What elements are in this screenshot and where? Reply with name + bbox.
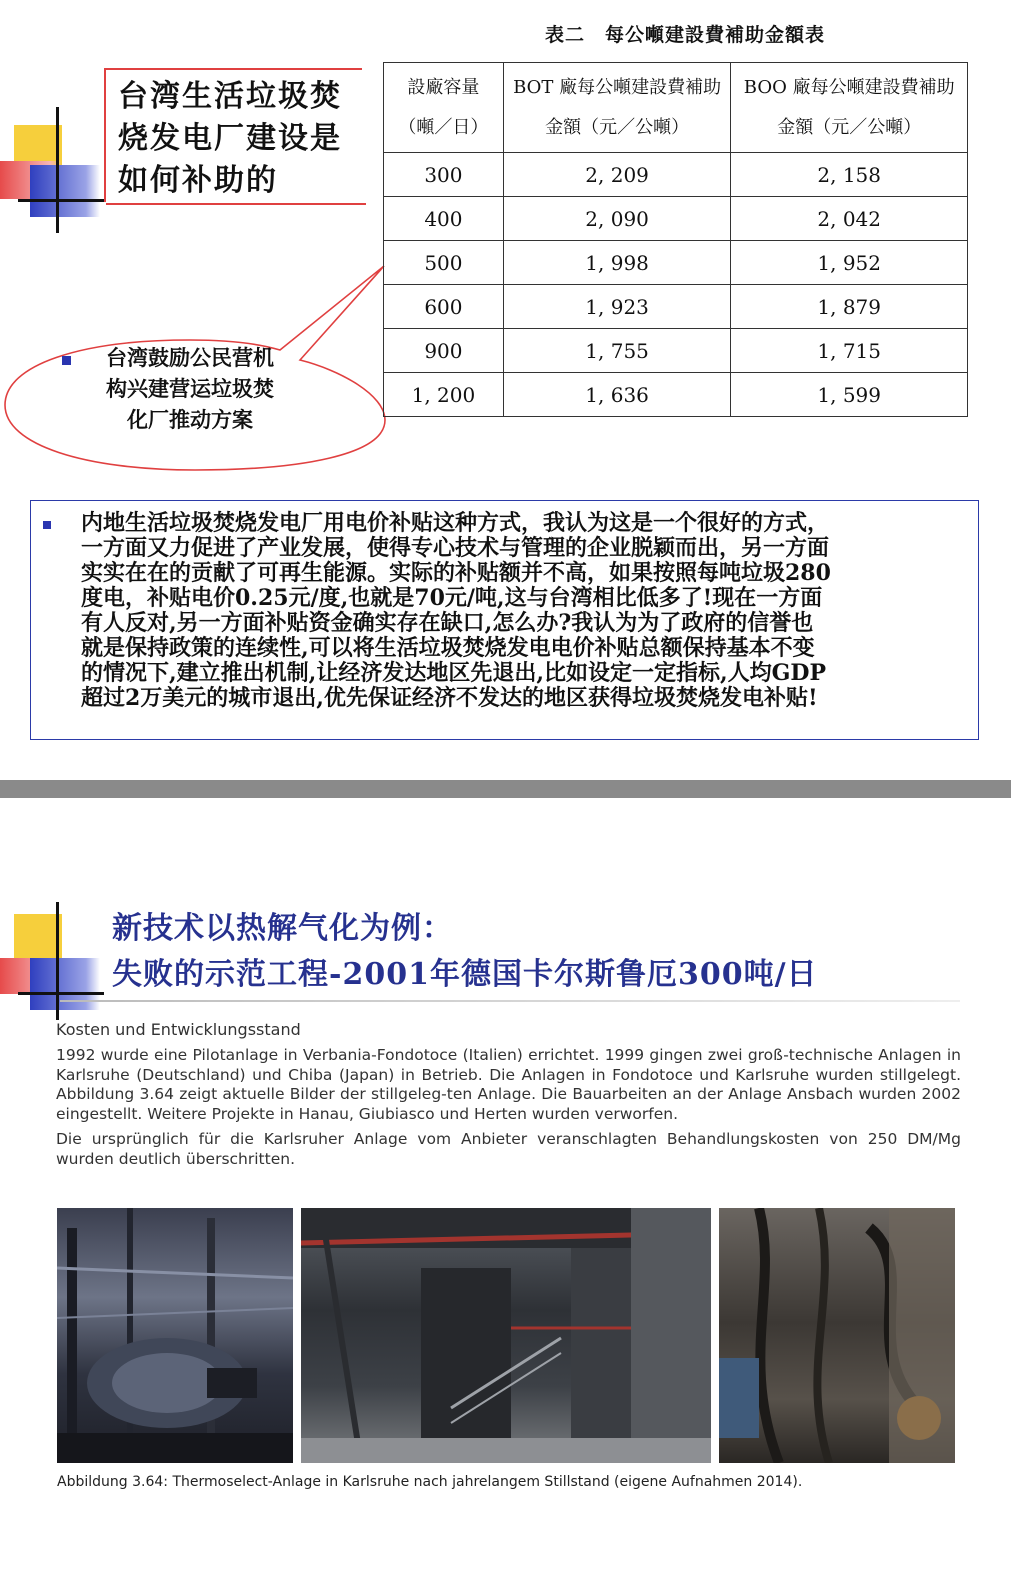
table-caption: 表二 每公噸建設費補助金額表 — [545, 24, 826, 46]
excerpt-heading: Kosten und Entwicklungsstand — [56, 1020, 301, 1039]
table-row — [384, 241, 968, 285]
table-cell: 1, 923 — [503, 285, 731, 329]
bubble-line: 台湾鼓励公民营机 — [106, 345, 274, 370]
slide-taiwan-subsidy — [0, 0, 1011, 780]
header-capacity: 設廠容量 （噸／日） — [384, 63, 504, 153]
excerpt-paragraph: 1992 wurde eine Pilotanlage in Verbania-Fondotoce (Italien) errichtet. 1999 gingen zwei groß-technische Anlagen in Karlsruhe (Deutschland) und Chiba (Japan) in Betrieb. Die Anlagen in Fondotoce und Karlsruhe wurden stillgelegt. Abbildung 3.64 zeigt aktuelle Bilder der stillgeleg-ten Anlage. Die Bauarbeiten an der Anlage Ansbach wurden 2002 eingestellt. Weitere Projekte in Hanau, Giubiasco und Herten wurden verworfen. — [56, 1046, 961, 1123]
plant-photo — [57, 1208, 293, 1463]
title-line: 新技术以热解气化为例： — [112, 911, 453, 946]
corner-decoration — [0, 95, 110, 235]
table-cell: 2, 090 — [503, 197, 731, 241]
german-excerpt — [56, 1020, 961, 1175]
table-cell: 1, 200 — [384, 373, 504, 417]
bullet-icon — [43, 521, 51, 529]
bubble-line: 化厂推动方案 — [127, 407, 253, 432]
table-cell: 400 — [384, 197, 504, 241]
opinion-box — [30, 500, 979, 740]
table-cell: 1, 636 — [503, 373, 731, 417]
title-box — [104, 68, 362, 202]
table-cell: 500 — [384, 241, 504, 285]
table-cell: 600 — [384, 285, 504, 329]
table-cell: 900 — [384, 329, 504, 373]
opinion-line: 有人反对,另一方面补贴资金确实存在缺口,怎么办?我认为为了政府的信誉也 — [81, 610, 814, 636]
opinion-line: 度电，补贴电价0.25元/度,也就是70元/吨,这与台湾相比低多了!现在一方面 — [81, 585, 823, 611]
photo-strip — [57, 1208, 955, 1463]
table-cell: 2, 158 — [731, 153, 968, 197]
header-bot: BOT 廠每公噸建設費補助 金額（元／公噸） — [503, 63, 731, 153]
bubble-line: 构兴建营运垃圾焚 — [106, 376, 274, 401]
opinion-text — [81, 511, 970, 711]
opinion-line: 就是保持政策的连续性,可以将生活垃圾焚烧发电电价补贴总额保持基本不变 — [81, 635, 815, 661]
table-cell: 2, 209 — [503, 153, 731, 197]
table-row — [384, 197, 968, 241]
table-cell: 1, 599 — [731, 373, 968, 417]
opinion-line: 实实在在的贡献了可再生能源。实际的补贴额并不高，如果按照每吨垃圾280 — [81, 560, 831, 586]
slide-title — [112, 906, 972, 998]
bubble-text — [60, 342, 320, 435]
excerpt-paragraph: Die ursprünglich für die Karlsruher Anlage vom Anbieter veranschlagten Behandlungskosten von 250 DM/Mg wurden deutlich überschritten. — [56, 1130, 961, 1168]
title-line: 失败的示范工程-2001年德国卡尔斯鲁厄300吨/日 — [112, 957, 818, 992]
corner-decoration — [0, 900, 110, 1030]
table-row — [384, 373, 968, 417]
slide-divider — [0, 780, 1011, 798]
table-row — [384, 329, 968, 373]
table-cell: 1, 755 — [503, 329, 731, 373]
table-cell: 1, 879 — [731, 285, 968, 329]
table-cell: 1, 952 — [731, 241, 968, 285]
figure-caption: Abbildung 3.64: Thermoselect-Anlage in Karlsruhe nach jahrelangem Stillstand (eigene Aufnahmen 2014). — [57, 1474, 803, 1490]
table-row — [384, 153, 968, 197]
title-line: 如何补助的 — [118, 163, 278, 198]
plant-photo — [301, 1208, 711, 1463]
header-boo: BOO 廠每公噸建設費補助 金額（元／公噸） — [731, 63, 968, 153]
slide-title — [118, 76, 362, 202]
table-cell: 1, 998 — [503, 241, 731, 285]
title-rule — [60, 1000, 960, 1002]
opinion-line: 超过2万美元的城市退出,优先保证经济不发达的地区获得垃圾焚烧发电补贴! — [81, 685, 818, 711]
table-cell: 300 — [384, 153, 504, 197]
subsidy-table — [383, 62, 968, 417]
opinion-line: 一方面又力促进了产业发展，使得专心技术与管理的企业脱颖而出，另一方面 — [81, 535, 830, 561]
table-header-row — [384, 63, 968, 153]
table-cell: 1, 715 — [731, 329, 968, 373]
opinion-line: 的情况下,建立推出机制,让经济发达地区先退出,比如设定一定指标,人均GDP — [81, 660, 827, 686]
plant-photo — [719, 1208, 955, 1463]
table-row — [384, 285, 968, 329]
title-line: 烧发电厂建设是 — [118, 121, 342, 156]
opinion-line: 内地生活垃圾焚烧发电厂用电价补贴这种方式，我认为这是一个很好的方式， — [81, 510, 830, 536]
table-cell: 2, 042 — [731, 197, 968, 241]
slide-pyrolysis-example — [0, 798, 1011, 1577]
title-line: 台湾生活垃圾焚 — [118, 79, 342, 114]
